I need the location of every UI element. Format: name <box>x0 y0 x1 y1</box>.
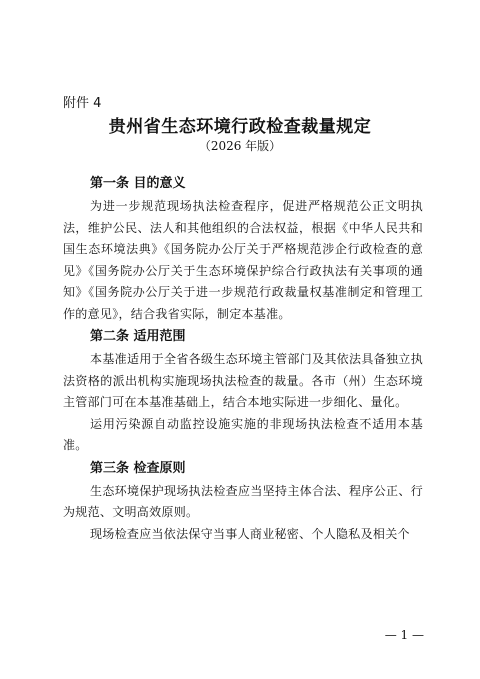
section-2-paragraph-1: 本基准适用于全省各级生态环境主管部门及其依法具备独立执法资格的派出机构实施现场执法检查的裁量。各市（州）生态环境主管部门可在本基准基础上，结合本地实际进一步细化、量化。 <box>63 352 423 409</box>
attachment-label: 附件 4 <box>63 96 102 111</box>
section-3-paragraph-2: 现场检查应当依法保守当事人商业秘密、个人隐私及相关个 <box>90 526 410 541</box>
section-2-paragraph-2: 运用污染源自动监控设施实施的非现场执法检查不适用本基准。 <box>63 416 423 452</box>
document-title: 贵州省生态环境行政检查裁量规定 <box>108 117 372 137</box>
document-edition: （2026 年版） <box>198 139 282 153</box>
section-3-heading: 第三条 检查原则 <box>90 460 186 476</box>
section-2-heading: 第二条 适用范围 <box>90 329 186 344</box>
section-1-paragraph-1: 为进一步规范现场执法检查程序，促进严格规范公正文明执法，维护公民、法人和其他组织的合法权益，根据《中华人民共和国生态环境法典》《国务院办公厅关于严格规范涉企行政检查的意见》《国务院办公厅关于生态环境保护综合行政执法有关事项的通知》《国务院办公厅关于进一步规范行政裁量权基准制定和管理工作的意见》，结合我省实际，制定本基准。 <box>63 199 423 321</box>
section-3-paragraph-1: 生态环境保护现场执法检查应当坚持主体合法、程序公正、行为规范、文明高效原则。 <box>63 483 423 519</box>
document-body <box>63 172 423 545</box>
page-number: — 1 — <box>384 628 424 642</box>
section-1-heading: 第一条 目的意义 <box>90 176 186 191</box>
